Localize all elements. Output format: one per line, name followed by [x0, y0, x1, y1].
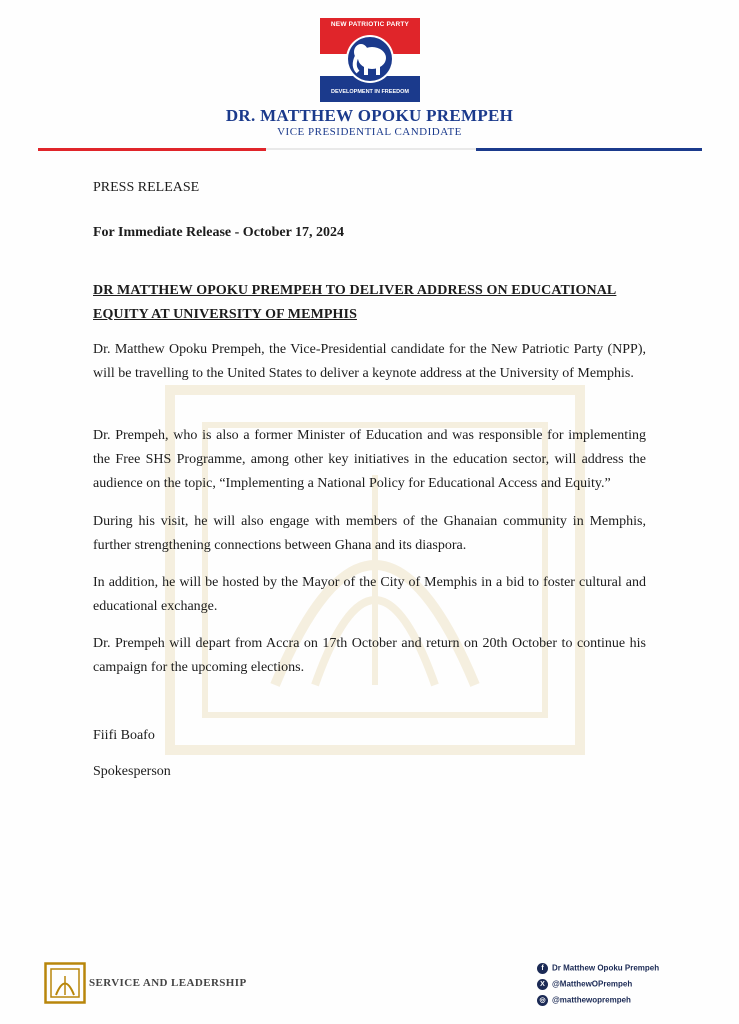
- paragraph-2: Dr. Prempeh, who is also a former Minister of Education and was responsible for implementing the Free SHS Programme, among other key initiatives in the education sector, will address the audience on the topic, “Implementing a National Policy for Educational Access and Equity.”: [93, 428, 646, 491]
- header-rule-blue: [476, 148, 702, 151]
- elephant-icon: [342, 32, 398, 86]
- party-name: NEW PATRIOTIC PARTY: [330, 21, 410, 28]
- press-release-label: PRESS RELEASE: [93, 180, 200, 195]
- paragraph-3: During his visit, he will also engage with members of the Ghanaian community in Memphis, further strengthening connections between Ghana and its diaspora.: [93, 514, 646, 553]
- social-x[interactable]: [537, 979, 632, 990]
- instagram-handle: @matthewoprempeh: [552, 995, 631, 1005]
- candidate-name: DR. MATTHEW OPOKU PREMPEH: [225, 106, 514, 125]
- headline: DR MATTHEW OPOKU PREMPEH TO DELIVER ADDRESS ON EDUCATIONAL EQUITY AT UNIVERSITY OF MEMPHIS: [93, 283, 617, 322]
- party-motto: DEVELOPMENT IN FREEDOM: [331, 89, 409, 95]
- release-date-line: For Immediate Release - October 17, 2024: [93, 225, 345, 240]
- signer-role: Spokesperson: [93, 764, 171, 779]
- npp-logo: [320, 18, 420, 102]
- social-instagram[interactable]: [537, 995, 631, 1006]
- signer-name: Fiifi Boafo: [93, 728, 155, 743]
- instagram-icon: ◎: [537, 995, 548, 1006]
- header-rule-red: [38, 148, 266, 151]
- paragraph-4: In addition, he will be hosted by the Mayor of the City of Memphis in a bid to foster cultural and educational exchange.: [93, 575, 646, 614]
- social-facebook[interactable]: [537, 963, 659, 974]
- candidate-title: VICE PRESIDENTIAL CANDIDATE: [277, 126, 462, 138]
- x-icon: X: [537, 979, 548, 990]
- header-rule-white: [266, 148, 476, 150]
- footer-tagline: SERVICE AND LEADERSHIP: [89, 977, 247, 989]
- facebook-icon: f: [537, 963, 548, 974]
- x-handle: @MatthewOPrempeh: [552, 979, 633, 989]
- service-leadership-emblem-icon: [44, 962, 86, 1004]
- paragraph-1: Dr. Matthew Opoku Prempeh, the Vice-Presidential candidate for the New Patriotic Party (NPP), will be travelling to the United States to deliver a keynote address at the University of Memphis.: [93, 342, 646, 381]
- paragraph-5: Dr. Prempeh will depart from Accra on 17th October and return on 20th October to continue his campaign for the upcoming elections.: [93, 636, 646, 675]
- facebook-handle: Dr Matthew Opoku Prempeh: [552, 963, 660, 973]
